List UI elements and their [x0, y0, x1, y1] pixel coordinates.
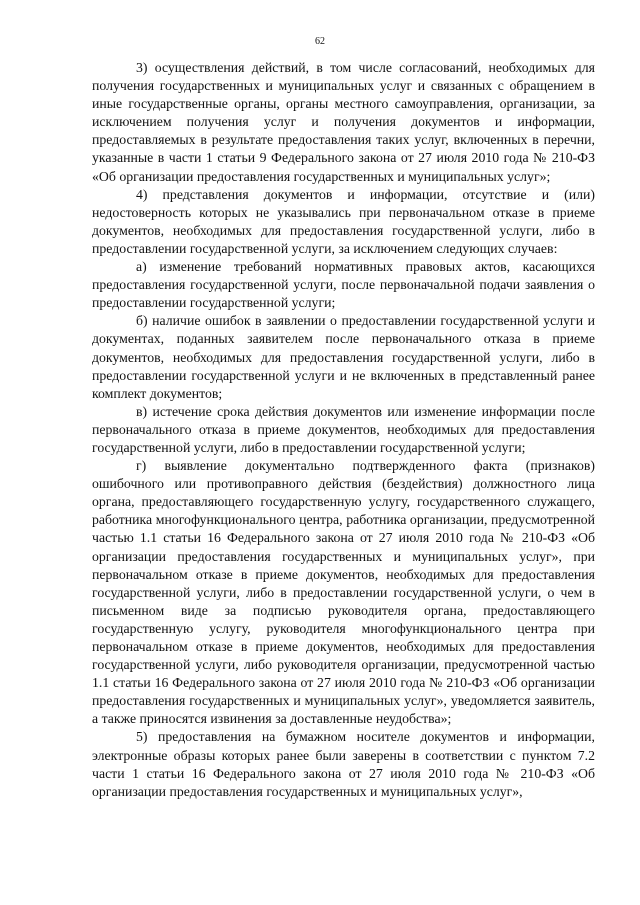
paragraph-item-5: 5) предоставления на бумажном носителе документов и информации, электронные образы которых ранее были заверены в соответствии с пунктом 7.2 части 1 статьи 16 Федерального закона от 27 июля 2010 года № 210-ФЗ «Об организации предоставления государственных и муниципальных услуг»,	[92, 729, 595, 799]
paragraph-subitem-g: г) выявление документально подтвержденного факта (признаков) ошибочного или противоправного действия (бездействия) должностного лица органа, предоставляющего государственную услугу, государственного служащего, работника многофункционального центра, работника организации, предусмотренной частью 1.1 статьи 16 Федерального закона от 27 июля 2010 года № 210-ФЗ «Об организации предоставления государственных и муниципальных услуг», при первоначальном отказе в приеме документов, необходимых для предоставления государственной услуги, либо в предоставлении государственной услуги, о чем в письменном виде за подписью руководителя органа, предоставляющего государственную услугу, руководителя многофункционального центра при первоначальном отказе в приеме документов, необходимых для предоставления государственной услуги, либо руководителя организации, предусмотренной частью 1.1 статьи 16 Федерального закона от 27 июля 2010 года № 210-ФЗ «Об организации предоставления государственных и муниципальных услуг», уведомляется заявитель, а также приносятся извинения за доставленные неудобства»;	[92, 458, 595, 727]
paragraph-item-4: 4) представления документов и информации, отсутствие и (или) недостоверность которых не указывались при первоначальном отказе в приеме документов, необходимых для предоставления государственной услуги, либо в предоставлении государственной услуги, за исключением следующих случаев:	[92, 186, 595, 256]
paragraph-item-3: 3) осуществления действий, в том числе согласований, необходимых для получения государственных и муниципальных услуг и связанных с обращением в иные государственные органы, органы местного самоуправления, организации, за исключением получения услуг и получения документов и информации, предоставляемых в результате предоставления таких услуг, включенных в перечни, указанные в части 1 статьи 9 Федерального закона от 27 июля 2010 года № 210-ФЗ «Об организации предоставления государственных и муниципальных услуг»;	[92, 60, 595, 184]
paragraph-subitem-b: б) наличие ошибок в заявлении о предоставлении государственной услуги и документах, поданных заявителем после первоначального отказа в приеме документов, необходимых для предоставления государственной услуги, либо в предоставлении государственной услуги и не включенных в представленный ранее комплект документов;	[92, 313, 595, 401]
paragraph-subitem-a: а) изменение требований нормативных правовых актов, касающихся предоставления государственной услуги, после первоначальной подачи заявления о предоставлении государственной услуги;	[92, 259, 595, 311]
document-body	[92, 59, 595, 801]
paragraph-subitem-v: в) истечение срока действия документов или изменение информации после первоначального отказа в приеме документов, необходимых для предоставления государственной услуги, либо в предоставлении государственной услуги;	[92, 403, 595, 455]
page-number: 62	[315, 36, 325, 47]
